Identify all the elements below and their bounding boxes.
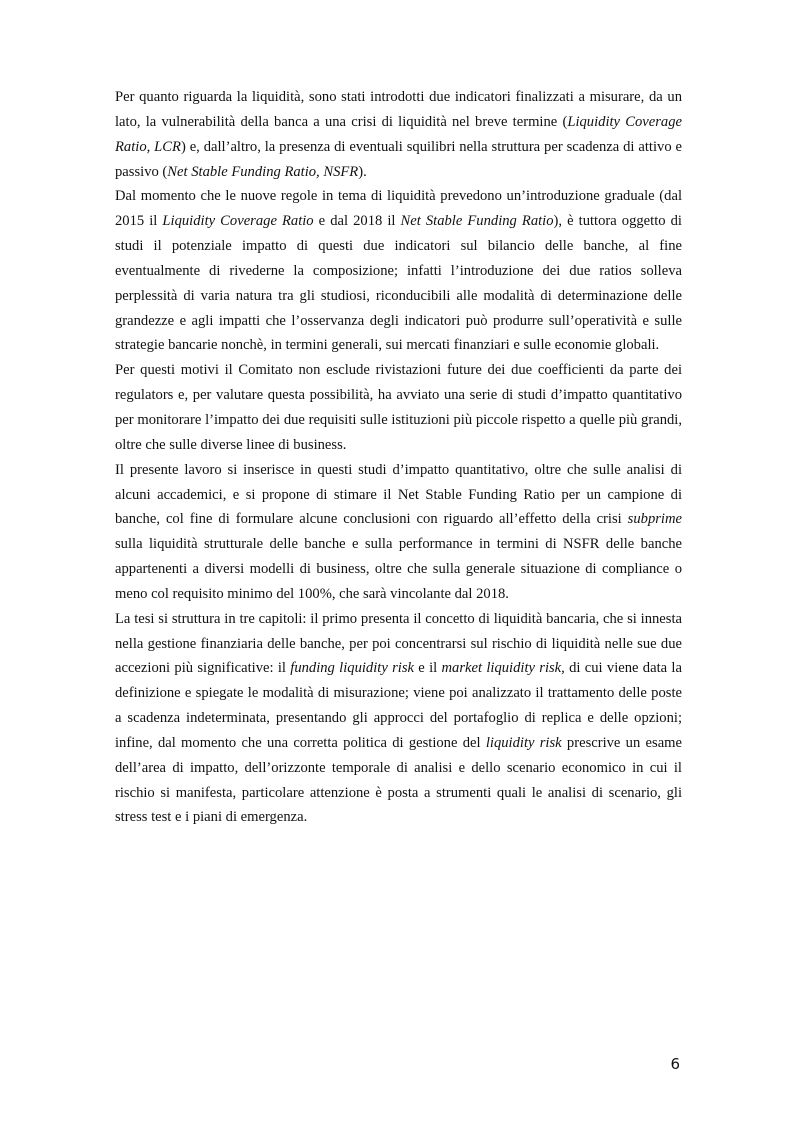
text-segment: Per questi motivi il Comitato non esclude rivistazioni future dei due coefficienti da parte dei regulators e, per valutare questa possibilità, ha avviato una serie di studi d’impatto quantitativo per monitorare l’impatto dei due requisiti sulle istituzioni più piccole rispetto a quelle più grandi, oltre che sulle diverse linee di business. [115,362,682,453]
text-segment: Per quanto riguarda la liquidità, sono stati introdotti due indicatori finalizzati a misurare, da un lato, la vulnerabilità della banca a una crisi di liquidità nel breve termine ( [115,89,682,130]
text-segment: prescrive un esame dell’area di impatto, dell’orizzonte temporale di analisi e dello scenario economico in cui il rischio si manifesta, particolare attenzione è posta a strumenti quali le analisi di scenario, gli stress test e i piani di emergenza. [115,734,683,826]
page-number: 6 [670,1055,680,1073]
text-segment-italic: liquidity risk [485,734,562,751]
text-segment: ) e, dall’altro, la presenza di eventuali squilibri nella struttura per scadenza di attivo e passivo ( [115,138,682,180]
paragraph-thesis-structure [115,607,682,831]
text-segment: ), è tuttora oggetto di studi il potenziale impatto di questi due indicatori sul bilancio delle banche, al fine eventualmente di rivederne la composizione; infatti l’introduzione dei due ratios solleva perplessità di varia natura tra gli studiosi, riconducibili alle modalità di determinazione delle grandezze e agli impatti che l’osservanza degli indicatori può produrre sull’operatività e sulle strategie bancarie nonchè, in termini generali, sui mercati finanziari e sulle economie globali. [115,213,682,354]
paragraph-present-work [115,458,682,607]
paragraph-committee-studies [115,358,682,457]
page-body [115,85,682,830]
paragraph-gradual-introduction [115,184,682,358]
text-segment-italic: Liquidity Coverage Ratio [162,213,314,230]
text-segment: di cui viene data la definizione e spiegate le modalità di misurazione; viene poi analizzato il trattamento delle poste a scadenza indeterminata, presentando gli approcci del portafoglio di replica e delle opzioni; infine, dal momento che una corretta politica di gestione del [115,660,682,751]
text-segment: Il presente lavoro si inserisce in questi studi d’impatto quantitativo, oltre che sulle analisi di alcuni accademici, e si propone di stimare il Net Stable Funding Ratio per un campione di banche, col fine di formulare alcune conclusioni con riguardo all’effetto della crisi [115,461,682,528]
text-segment-italic: Net Stable Funding Ratio, NSFR [167,163,359,180]
text-segment: La tesi si struttura in tre capitoli: il primo presenta il concetto di liquidità bancaria, che si innesta nella gestione finanziaria delle banche, per poi concentrarsi sul rischio di liquidità nelle sue due accezioni più significative: il [115,610,682,677]
text-segment-italic: market liquidity risk, [441,660,565,677]
paragraph-liquidity-indicators [115,85,682,184]
text-segment: e dal 2018 il [313,213,401,230]
text-segment: Dal momento che le nuove regole in tema di liquidità prevedono un’introduzione graduale (dal 2015 il [115,188,682,230]
text-segment-italic: Net Stable Funding Ratio [400,213,554,230]
text-segment: e il [414,660,442,677]
text-segment: ). [358,163,367,180]
text-segment: sulla liquidità strutturale delle banche e sulla performance in termini di NSFR delle banche appartenenti a diversi modelli di business, oltre che sulla generale situazione di compliance o meno col requisito minimo del 100%, che sarà vincolante dal 2018. [115,536,682,602]
text-segment-italic: funding liquidity risk [290,660,414,677]
text-segment-italic: subprime [627,511,682,528]
text-segment-italic: Liquidity Coverage Ratio, LCR [115,113,682,155]
